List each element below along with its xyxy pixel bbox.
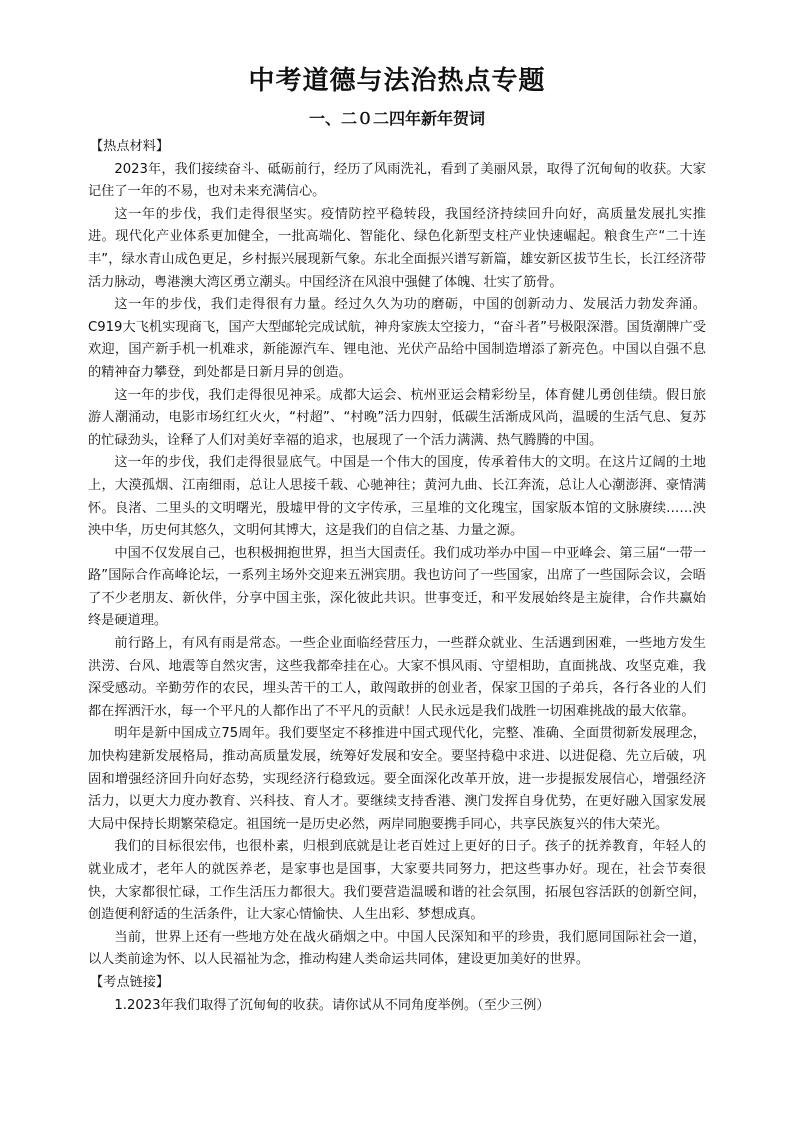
exam-question: 1.2023年我们取得了沉甸甸的收获。请你试从不同角度举例。（至少三例） [114, 997, 550, 1013]
paragraph-goals: 我们的目标很宏伟，也很朴素，归根到底就是让老百姓过上更好的日子。孩子的抚养教育，年轻人的就业成才，老年人的就医养老，是家事也是国事，大家要共同努力，把这些事办好。现在，社会节奏很快，大家都很忙碌，工作生活压力都很大。我们要营造温暖和谐的社会氛围，拓展包容活跃的创新空间，创造便利舒适的生活条件，让大家心情愉快、人生出彩、梦想成真。 [88, 839, 706, 923]
paragraph-challenges: 前行路上，有风有雨是常态。一些企业面临经营压力，一些群众就业、生活遇到困难，一些地方发生洪涝、台风、地震等自然灾害，这些我都牵挂在心。大家不惧风雨、守望相助，直面挑战、攻坚克难，我深受感动。辛勤劳作的农民，埋头苦干的工人，敢闯敢拼的创业者，保家卫国的子弟兵，各行各业的人们都在挥洒汗水，每一个平凡的人都作出了不平凡的贡献！人民永远是我们战胜一切困难挑战的最大依靠。 [88, 636, 706, 719]
paragraph-spirit: 这一年的步伐，我们走得很见神采。成都大运会、杭州亚运会精彩纷呈，体育健儿勇创佳绩。假日旅游人潮涌动，电影市场红红火火，“村超”、“村晚”活力四射，低碳生活渐成风尚，温暖的生活气息、复苏的忙碌劲头，诠释了人们对美好幸福的追求，也展现了一个活力满满、热气腾腾的中国。 [88, 387, 706, 448]
paragraph-solid: 这一年的步伐，我们走得很坚实。疫情防控平稳转段，我国经济持续回升向好，高质量发展扎实推进。现代化产业体系更加健全，一批高端化、智能化、绿色化新型支柱产业快速崛起。粮食生产“二十连丰”，绿水青山成色更足，乡村振兴展现新气象。东北全面振兴谱写新篇，雄安新区拔节生长，长江经济带活力脉动，粤港澳大湾区勇立潮头。中国经济在风浪中强健了体魄、壮实了筋骨。 [88, 206, 706, 290]
paragraph-next-year: 明年是新中国成立75周年。我们要坚定不移推进中国式现代化，完整、准确、全面贯彻新发展理念，加快构建新发展格局，推动高质量发展，统筹好发展和安全。要坚持稳中求进、以进促稳、先立后破，巩固和增强经济回升向好态势，实现经济行稳致远。要全面深化改革开放，进一步提振发展信心，增强经济活力，以更大力度办教育、兴科技、育人才。要继续支持香港、澳门发挥自身优势，在更好融入国家发展大局中保持长期繁荣稳定。祖国统一是历史必然，两岸同胞要携手同心，共享民族复兴的伟大荣光。 [88, 726, 706, 832]
paragraph-intro: 2023年，我们接续奋斗、砥砺前行，经历了风雨洗礼，看到了美丽风景，取得了沉甸甸的收获。大家记住了一年的不易，也对未来充满信心。 [88, 161, 706, 200]
paragraph-peace: 当前，世界上还有一些地方处在战火硝烟之中。中国人民深知和平的珍贵，我们愿同国际社会一道，以人类前途为怀、以人民福祉为念，推动构建人类命运共同体，建设更加美好的世界。 [88, 929, 706, 968]
paragraph-confidence: 这一年的步伐，我们走得很显底气。中国是一个伟大的国度，传承着伟大的文明。在这片辽阔的土地上，大漠孤烟、江南细雨，总让人思接千载、心驰神往；黄河九曲、长江奔流，总让人心潮澎湃、豪情满怀。良渚、二里头的文明曙光，殷墟甲骨的文字传承，三星堆的文化瑰宝，国家版本馆的文脉赓续……泱泱中华，历史何其悠久，文明何其博大，这是我们的自信之基、力量之源。 [88, 455, 706, 539]
document-title: 中考道德与法治热点专题 [248, 66, 546, 96]
exam-label: 【考点链接】 [90, 974, 170, 990]
paragraph-world: 中国不仅发展自己，也积极拥抱世界，担当大国责任。我们成功举办中国－中亚峰会、第三届“一带一路”国际合作高峰论坛，一系列主场外交迎来五洲宾朋。我也访问了一些国家，出席了一些国际会议，会晤了不少老朋友、新伙伴，分享中国主张，深化彼此共识。世事变迁，和平发展始终是主旋律，合作共赢始终是硬道理。 [88, 545, 706, 629]
paragraph-strength: 这一年的步伐，我们走得很有力量。经过久久为功的磨砺，中国的创新动力、发展活力勃发奔涌。C919大飞机实现商飞，国产大型邮轮完成试航，神舟家族太空接力，“奋斗者”号极限深潜。国货潮牌广受欢迎，国产新手机一机难求，新能源汽车、锂电池、光伏产品给中国制造增添了新亮色。中国以自强不息的精神奋力攀登，到处都是日新月异的创造。 [88, 297, 706, 380]
document-subtitle: 一、二０二四年新年贺词 [308, 109, 485, 128]
material-label: 【热点材料】 [90, 139, 170, 154]
